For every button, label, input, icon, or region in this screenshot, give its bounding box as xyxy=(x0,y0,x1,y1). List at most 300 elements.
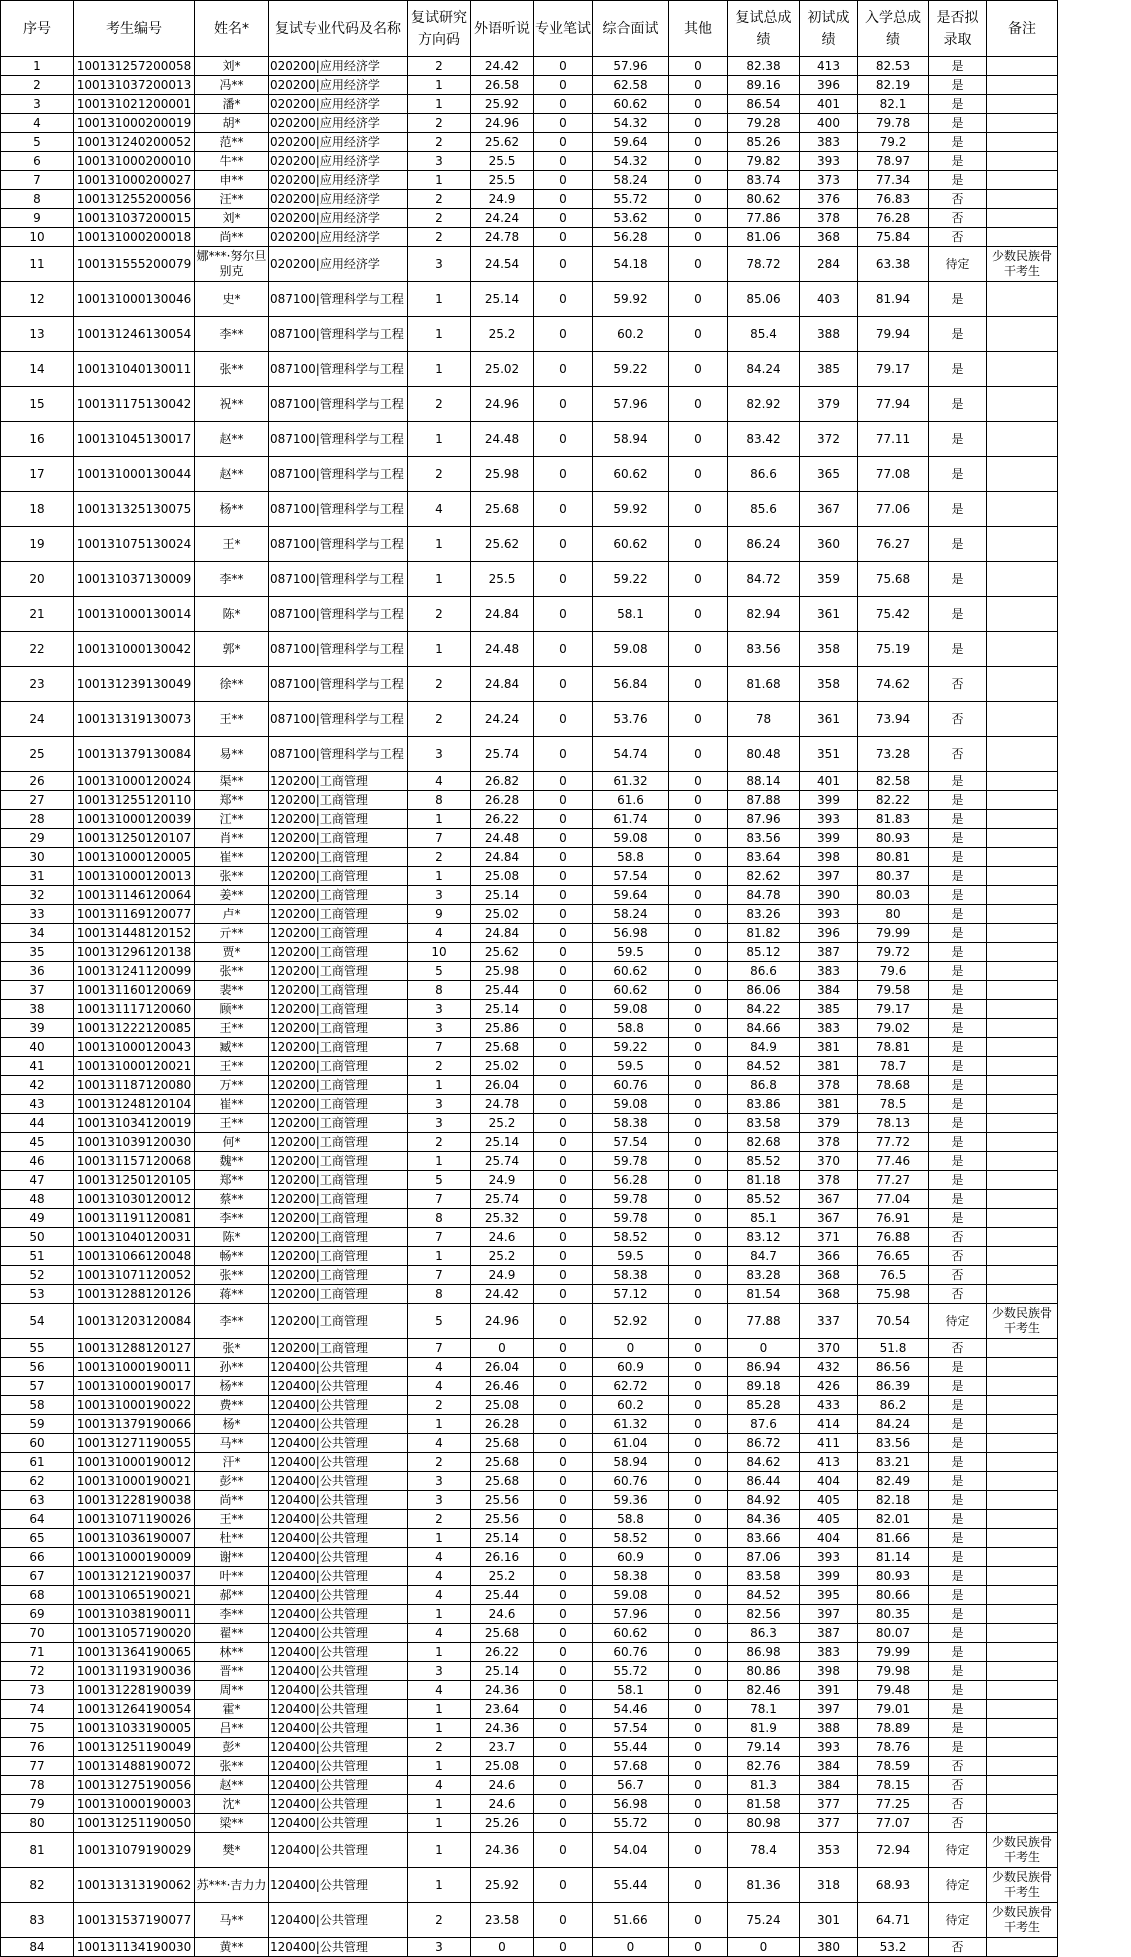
cell-retest-total: 83.42 xyxy=(728,422,800,457)
table-row xyxy=(1,1434,1058,1453)
cell-foreign-language: 24.6 xyxy=(471,1776,534,1795)
cell-written-test: 0 xyxy=(534,1624,593,1643)
cell-admission-total: 63.38 xyxy=(858,247,929,282)
cell-admission-total: 81.94 xyxy=(858,282,929,317)
cell-interview: 55.72 xyxy=(593,190,669,209)
cell-admission-total: 72.94 xyxy=(858,1833,929,1868)
cell-initial-score: 377 xyxy=(800,1795,858,1814)
cell-written-test: 0 xyxy=(534,1453,593,1472)
cell-retest-total: 80.98 xyxy=(728,1814,800,1833)
table-row xyxy=(1,282,1058,317)
cell-other: 0 xyxy=(669,171,728,190)
cell-research-direction: 3 xyxy=(408,1019,471,1038)
cell-admission-total: 79.2 xyxy=(858,133,929,152)
header-admitted: 是否拟录取 xyxy=(929,1,987,57)
cell-major: 120200|工商管理 xyxy=(269,1228,408,1247)
cell-name: 徐** xyxy=(195,667,269,702)
cell-initial-score: 384 xyxy=(800,1776,858,1795)
cell-name: 蔡** xyxy=(195,1190,269,1209)
cell-initial-score: 390 xyxy=(800,886,858,905)
header-interview: 综合面试 xyxy=(593,1,669,57)
cell-foreign-language: 25.5 xyxy=(471,152,534,171)
table-row xyxy=(1,791,1058,810)
cell-remarks xyxy=(987,1510,1058,1529)
cell-written-test: 0 xyxy=(534,1114,593,1133)
cell-retest-total: 86.98 xyxy=(728,1643,800,1662)
cell-remarks xyxy=(987,527,1058,562)
cell-admitted: 是 xyxy=(929,905,987,924)
cell-admitted: 是 xyxy=(929,317,987,352)
cell-major: 020200|应用经济学 xyxy=(269,133,408,152)
cell-written-test: 0 xyxy=(534,924,593,943)
cell-retest-total: 83.58 xyxy=(728,1114,800,1133)
cell-admission-total: 80.07 xyxy=(858,1624,929,1643)
table-row xyxy=(1,1833,1058,1868)
cell-admission-total: 76.28 xyxy=(858,209,929,228)
cell-admitted: 是 xyxy=(929,1548,987,1567)
cell-index: 46 xyxy=(1,1152,74,1171)
cell-candidate-id: 100131250120107 xyxy=(74,829,195,848)
cell-admitted: 是 xyxy=(929,57,987,76)
cell-admission-total: 80.81 xyxy=(858,848,929,867)
cell-candidate-id: 100131000200010 xyxy=(74,152,195,171)
cell-admitted: 是 xyxy=(929,867,987,886)
cell-index: 78 xyxy=(1,1776,74,1795)
cell-initial-score: 385 xyxy=(800,352,858,387)
cell-admitted: 是 xyxy=(929,848,987,867)
cell-remarks xyxy=(987,57,1058,76)
cell-major: 020200|应用经济学 xyxy=(269,190,408,209)
table-row xyxy=(1,1548,1058,1567)
cell-major: 120400|公共管理 xyxy=(269,1453,408,1472)
cell-research-direction: 4 xyxy=(408,492,471,527)
cell-name: 刘* xyxy=(195,57,269,76)
cell-admission-total: 78.97 xyxy=(858,152,929,171)
cell-initial-score: 318 xyxy=(800,1868,858,1903)
cell-written-test: 0 xyxy=(534,597,593,632)
header-retest-total: 复试总成绩 xyxy=(728,1,800,57)
cell-remarks xyxy=(987,1700,1058,1719)
cell-admission-total: 75.84 xyxy=(858,228,929,247)
cell-retest-total: 85.12 xyxy=(728,943,800,962)
cell-remarks xyxy=(987,1529,1058,1548)
cell-name: 潘* xyxy=(195,95,269,114)
cell-name: 黄** xyxy=(195,1938,269,1957)
cell-remarks xyxy=(987,597,1058,632)
cell-foreign-language: 26.82 xyxy=(471,772,534,791)
cell-retest-total: 83.66 xyxy=(728,1529,800,1548)
cell-remarks xyxy=(987,317,1058,352)
cell-interview: 58.1 xyxy=(593,597,669,632)
cell-other: 0 xyxy=(669,133,728,152)
cell-foreign-language: 25.62 xyxy=(471,527,534,562)
cell-other: 0 xyxy=(669,1019,728,1038)
cell-major: 120400|公共管理 xyxy=(269,1814,408,1833)
cell-foreign-language: 25.5 xyxy=(471,171,534,190)
cell-foreign-language: 24.6 xyxy=(471,1605,534,1624)
cell-index: 82 xyxy=(1,1868,74,1903)
cell-admitted: 是 xyxy=(929,810,987,829)
table-row xyxy=(1,848,1058,867)
cell-index: 9 xyxy=(1,209,74,228)
cell-retest-total: 84.66 xyxy=(728,1019,800,1038)
cell-written-test: 0 xyxy=(534,772,593,791)
cell-interview: 60.2 xyxy=(593,1396,669,1415)
cell-major: 120400|公共管理 xyxy=(269,1605,408,1624)
cell-major: 020200|应用经济学 xyxy=(269,114,408,133)
cell-remarks: 少数民族骨干考生 xyxy=(987,1833,1058,1868)
table-row xyxy=(1,1114,1058,1133)
cell-foreign-language: 25.68 xyxy=(471,1038,534,1057)
cell-admission-total: 80.93 xyxy=(858,829,929,848)
cell-candidate-id: 100131248120104 xyxy=(74,1095,195,1114)
cell-initial-score: 383 xyxy=(800,133,858,152)
cell-initial-score: 403 xyxy=(800,282,858,317)
cell-written-test: 0 xyxy=(534,95,593,114)
cell-interview: 59.92 xyxy=(593,282,669,317)
cell-major: 120200|工商管理 xyxy=(269,1114,408,1133)
cell-remarks xyxy=(987,848,1058,867)
cell-interview: 57.12 xyxy=(593,1285,669,1304)
cell-interview: 56.98 xyxy=(593,924,669,943)
cell-other: 0 xyxy=(669,1434,728,1453)
cell-initial-score: 388 xyxy=(800,317,858,352)
table-row xyxy=(1,810,1058,829)
cell-foreign-language: 25.56 xyxy=(471,1510,534,1529)
cell-other: 0 xyxy=(669,1833,728,1868)
cell-remarks xyxy=(987,190,1058,209)
cell-other: 0 xyxy=(669,1605,728,1624)
table-row xyxy=(1,1938,1058,1957)
cell-research-direction: 4 xyxy=(408,1624,471,1643)
cell-candidate-id: 100131038190011 xyxy=(74,1605,195,1624)
cell-initial-score: 353 xyxy=(800,1833,858,1868)
cell-admission-total: 83.21 xyxy=(858,1453,929,1472)
cell-candidate-id: 100131000120013 xyxy=(74,867,195,886)
cell-index: 10 xyxy=(1,228,74,247)
cell-name: 马** xyxy=(195,1434,269,1453)
header-research-direction: 复试研究方向码 xyxy=(408,1,471,57)
cell-admitted: 是 xyxy=(929,152,987,171)
cell-interview: 59.5 xyxy=(593,943,669,962)
cell-research-direction: 7 xyxy=(408,1228,471,1247)
cell-interview: 57.96 xyxy=(593,387,669,422)
table-row xyxy=(1,943,1058,962)
table-row xyxy=(1,1700,1058,1719)
cell-retest-total: 84.7 xyxy=(728,1247,800,1266)
cell-retest-total: 84.92 xyxy=(728,1491,800,1510)
cell-remarks xyxy=(987,1038,1058,1057)
cell-admission-total: 82.1 xyxy=(858,95,929,114)
cell-major: 020200|应用经济学 xyxy=(269,247,408,282)
cell-major: 120200|工商管理 xyxy=(269,1057,408,1076)
cell-other: 0 xyxy=(669,1057,728,1076)
cell-candidate-id: 100131169120077 xyxy=(74,905,195,924)
cell-other: 0 xyxy=(669,152,728,171)
cell-other: 0 xyxy=(669,1133,728,1152)
cell-index: 28 xyxy=(1,810,74,829)
cell-admission-total: 74.62 xyxy=(858,667,929,702)
cell-written-test: 0 xyxy=(534,1719,593,1738)
cell-foreign-language: 24.42 xyxy=(471,57,534,76)
cell-remarks xyxy=(987,943,1058,962)
cell-admission-total: 79.17 xyxy=(858,352,929,387)
cell-major: 120400|公共管理 xyxy=(269,1868,408,1903)
cell-foreign-language: 0 xyxy=(471,1339,534,1358)
cell-remarks xyxy=(987,1396,1058,1415)
cell-retest-total: 84.22 xyxy=(728,1000,800,1019)
cell-admission-total: 77.94 xyxy=(858,387,929,422)
cell-initial-score: 351 xyxy=(800,737,858,772)
cell-initial-score: 405 xyxy=(800,1491,858,1510)
cell-research-direction: 2 xyxy=(408,1903,471,1938)
cell-candidate-id: 100131379190066 xyxy=(74,1415,195,1434)
cell-foreign-language: 24.54 xyxy=(471,247,534,282)
cell-major: 120200|工商管理 xyxy=(269,943,408,962)
table-row xyxy=(1,171,1058,190)
cell-other: 0 xyxy=(669,247,728,282)
cell-written-test: 0 xyxy=(534,632,593,667)
cell-written-test: 0 xyxy=(534,1000,593,1019)
cell-foreign-language: 25.2 xyxy=(471,1247,534,1266)
cell-major: 120400|公共管理 xyxy=(269,1567,408,1586)
cell-other: 0 xyxy=(669,829,728,848)
table-row xyxy=(1,492,1058,527)
cell-initial-score: 398 xyxy=(800,1662,858,1681)
cell-interview: 56.7 xyxy=(593,1776,669,1795)
cell-foreign-language: 24.96 xyxy=(471,387,534,422)
cell-written-test: 0 xyxy=(534,810,593,829)
table-row xyxy=(1,352,1058,387)
cell-admission-total: 82.53 xyxy=(858,57,929,76)
cell-retest-total: 85.52 xyxy=(728,1152,800,1171)
cell-admission-total: 68.93 xyxy=(858,1868,929,1903)
cell-research-direction: 4 xyxy=(408,1377,471,1396)
cell-written-test: 0 xyxy=(534,1209,593,1228)
cell-written-test: 0 xyxy=(534,886,593,905)
cell-candidate-id: 100131228190038 xyxy=(74,1491,195,1510)
cell-remarks xyxy=(987,772,1058,791)
cell-candidate-id: 100131257200058 xyxy=(74,57,195,76)
cell-foreign-language: 24.48 xyxy=(471,422,534,457)
cell-index: 71 xyxy=(1,1643,74,1662)
table-row xyxy=(1,1757,1058,1776)
cell-admission-total: 83.56 xyxy=(858,1434,929,1453)
cell-name: 杨** xyxy=(195,1377,269,1396)
cell-major: 120400|公共管理 xyxy=(269,1681,408,1700)
cell-major: 087100|管理科学与工程 xyxy=(269,737,408,772)
cell-initial-score: 373 xyxy=(800,171,858,190)
cell-admission-total: 79.6 xyxy=(858,962,929,981)
cell-interview: 59.5 xyxy=(593,1057,669,1076)
cell-foreign-language: 26.46 xyxy=(471,1377,534,1396)
cell-research-direction: 8 xyxy=(408,981,471,1000)
cell-other: 0 xyxy=(669,1076,728,1095)
cell-index: 69 xyxy=(1,1605,74,1624)
cell-admitted: 是 xyxy=(929,1377,987,1396)
cell-name: 张** xyxy=(195,962,269,981)
cell-other: 0 xyxy=(669,1358,728,1377)
cell-candidate-id: 100131191120081 xyxy=(74,1209,195,1228)
cell-index: 45 xyxy=(1,1133,74,1152)
cell-remarks xyxy=(987,492,1058,527)
cell-initial-score: 393 xyxy=(800,1548,858,1567)
cell-foreign-language: 24.9 xyxy=(471,190,534,209)
table-row xyxy=(1,527,1058,562)
cell-admitted: 是 xyxy=(929,1681,987,1700)
cell-remarks xyxy=(987,387,1058,422)
cell-index: 73 xyxy=(1,1681,74,1700)
cell-name: 蒋** xyxy=(195,1285,269,1304)
cell-major: 120200|工商管理 xyxy=(269,810,408,829)
cell-major: 120200|工商管理 xyxy=(269,962,408,981)
cell-remarks xyxy=(987,1247,1058,1266)
cell-admitted: 是 xyxy=(929,1133,987,1152)
cell-remarks xyxy=(987,1057,1058,1076)
cell-remarks xyxy=(987,1624,1058,1643)
cell-name: 尚** xyxy=(195,1491,269,1510)
cell-written-test: 0 xyxy=(534,228,593,247)
cell-other: 0 xyxy=(669,114,728,133)
cell-initial-score: 377 xyxy=(800,1814,858,1833)
cell-retest-total: 84.24 xyxy=(728,352,800,387)
cell-initial-score: 372 xyxy=(800,422,858,457)
table-row xyxy=(1,1719,1058,1738)
cell-candidate-id: 100131065190021 xyxy=(74,1586,195,1605)
cell-candidate-id: 100131000200027 xyxy=(74,171,195,190)
cell-research-direction: 1 xyxy=(408,1076,471,1095)
cell-index: 62 xyxy=(1,1472,74,1491)
cell-admission-total: 77.72 xyxy=(858,1133,929,1152)
cell-admission-total: 78.5 xyxy=(858,1095,929,1114)
cell-candidate-id: 100131488190072 xyxy=(74,1757,195,1776)
cell-other: 0 xyxy=(669,1247,728,1266)
cell-name: 顾** xyxy=(195,1000,269,1019)
cell-other: 0 xyxy=(669,228,728,247)
cell-written-test: 0 xyxy=(534,1396,593,1415)
cell-retest-total: 78.4 xyxy=(728,1833,800,1868)
cell-retest-total: 84.36 xyxy=(728,1510,800,1529)
cell-remarks: 少数民族骨干考生 xyxy=(987,247,1058,282)
cell-candidate-id: 100131036190007 xyxy=(74,1529,195,1548)
cell-retest-total: 87.06 xyxy=(728,1548,800,1567)
cell-written-test: 0 xyxy=(534,1019,593,1038)
table-row xyxy=(1,1795,1058,1814)
cell-research-direction: 1 xyxy=(408,422,471,457)
cell-initial-score: 433 xyxy=(800,1396,858,1415)
cell-other: 0 xyxy=(669,1795,728,1814)
cell-other: 0 xyxy=(669,1814,728,1833)
cell-index: 17 xyxy=(1,457,74,492)
cell-research-direction: 2 xyxy=(408,1133,471,1152)
cell-interview: 57.68 xyxy=(593,1757,669,1776)
cell-candidate-id: 100131250120105 xyxy=(74,1171,195,1190)
cell-name: 陈* xyxy=(195,1228,269,1247)
cell-research-direction: 2 xyxy=(408,133,471,152)
cell-initial-score: 397 xyxy=(800,867,858,886)
cell-admitted: 是 xyxy=(929,981,987,1000)
cell-other: 0 xyxy=(669,457,728,492)
cell-other: 0 xyxy=(669,387,728,422)
cell-candidate-id: 100131000120005 xyxy=(74,848,195,867)
cell-foreign-language: 24.48 xyxy=(471,829,534,848)
cell-initial-score: 385 xyxy=(800,1000,858,1019)
cell-remarks xyxy=(987,737,1058,772)
cell-name: 江** xyxy=(195,810,269,829)
cell-candidate-id: 100131288120126 xyxy=(74,1285,195,1304)
cell-foreign-language: 25.14 xyxy=(471,1662,534,1681)
cell-retest-total: 85.52 xyxy=(728,1190,800,1209)
cell-name: 沈* xyxy=(195,1795,269,1814)
cell-admitted: 否 xyxy=(929,1228,987,1247)
cell-name: 王** xyxy=(195,1114,269,1133)
cell-index: 5 xyxy=(1,133,74,152)
table-row xyxy=(1,562,1058,597)
cell-remarks xyxy=(987,702,1058,737)
cell-admitted: 是 xyxy=(929,1396,987,1415)
cell-interview: 60.62 xyxy=(593,457,669,492)
cell-admitted: 是 xyxy=(929,527,987,562)
cell-interview: 53.62 xyxy=(593,209,669,228)
cell-index: 64 xyxy=(1,1510,74,1529)
cell-interview: 62.58 xyxy=(593,76,669,95)
table-row xyxy=(1,1000,1058,1019)
cell-other: 0 xyxy=(669,1285,728,1304)
cell-remarks xyxy=(987,1415,1058,1434)
cell-candidate-id: 100131045130017 xyxy=(74,422,195,457)
cell-research-direction: 2 xyxy=(408,1453,471,1472)
cell-foreign-language: 25.5 xyxy=(471,562,534,597)
cell-admission-total: 78.68 xyxy=(858,1076,929,1095)
cell-other: 0 xyxy=(669,1038,728,1057)
cell-name: 胡* xyxy=(195,114,269,133)
cell-remarks xyxy=(987,791,1058,810)
cell-written-test: 0 xyxy=(534,1190,593,1209)
cell-initial-score: 383 xyxy=(800,1643,858,1662)
cell-major: 087100|管理科学与工程 xyxy=(269,457,408,492)
cell-initial-score: 376 xyxy=(800,190,858,209)
cell-name: 叶** xyxy=(195,1567,269,1586)
cell-candidate-id: 100131313190062 xyxy=(74,1868,195,1903)
table-row xyxy=(1,1038,1058,1057)
cell-name: 何* xyxy=(195,1133,269,1152)
cell-research-direction: 1 xyxy=(408,1415,471,1434)
cell-interview: 59.78 xyxy=(593,1152,669,1171)
cell-research-direction: 3 xyxy=(408,1491,471,1510)
cell-retest-total: 81.06 xyxy=(728,228,800,247)
cell-retest-total: 79.28 xyxy=(728,114,800,133)
cell-candidate-id: 100131000130042 xyxy=(74,632,195,667)
cell-written-test: 0 xyxy=(534,1529,593,1548)
cell-research-direction: 1 xyxy=(408,1605,471,1624)
cell-name: 李** xyxy=(195,317,269,352)
cell-other: 0 xyxy=(669,76,728,95)
cell-index: 56 xyxy=(1,1358,74,1377)
cell-interview: 60.2 xyxy=(593,317,669,352)
cell-retest-total: 81.68 xyxy=(728,667,800,702)
cell-foreign-language: 0 xyxy=(471,1938,534,1957)
cell-written-test: 0 xyxy=(534,1228,593,1247)
cell-major: 120200|工商管理 xyxy=(269,1133,408,1152)
cell-retest-total: 86.06 xyxy=(728,981,800,1000)
table-header xyxy=(1,1,1058,57)
cell-retest-total: 85.06 xyxy=(728,282,800,317)
cell-major: 020200|应用经济学 xyxy=(269,76,408,95)
table-row xyxy=(1,1339,1058,1358)
cell-other: 0 xyxy=(669,1868,728,1903)
cell-research-direction: 4 xyxy=(408,1567,471,1586)
cell-foreign-language: 24.96 xyxy=(471,114,534,133)
